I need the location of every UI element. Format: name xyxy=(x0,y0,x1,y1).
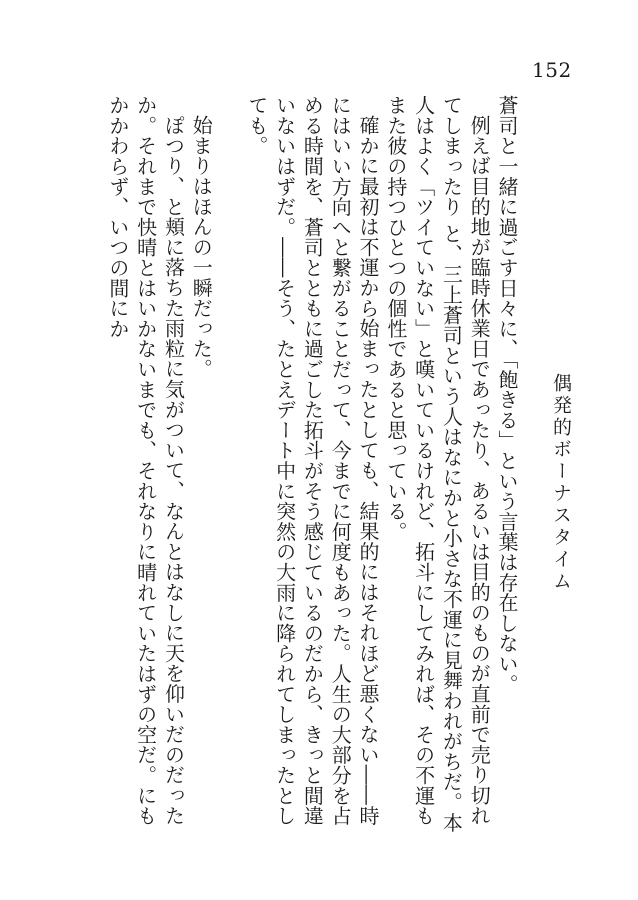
running-head: 偶発的ボーナスタイム xyxy=(550,373,572,593)
paragraph-2: 例えば目的地が臨時休業日であったり、あるいは目的のものが直前で売り切れてしまったり と、三上蒼司という人はなにかと小さな不運に見舞われがちだ。本人はよく「ツイていない」と嘆いているけれど、拓斗にしてみれば、その不運もまた彼の持つひとつの個性であると思っている。 xyxy=(383,95,492,833)
paragraph-break xyxy=(214,95,242,843)
page-number: 152 xyxy=(532,58,572,82)
paragraph-1: 蒼司と一緒に過ごす日々に、「飽きる」という言葉は存在しない。 xyxy=(495,95,519,694)
paragraph-5: ぽつり、と頬に落ちた雨粒に気がついて、なんとはなしに天を仰いだのだったか。それまで快晴とはいかないまでも、それなりに晴れていたはずの空だ。にもかかわらず、いつの間にか xyxy=(105,95,186,826)
paragraph-3: 確かに最初は不運から始まったとしても、結果的にはそれほど悪くない――時にはいい方向へと繋がることだって、今までに何度もあった。人生の大部分を占める時間を、蒼司とともに過ごした拓斗がそう感じているのだから、きっと間違いないはずだ。――そう、たとえデート中に突然の大雨に降られてしまったとしても。 xyxy=(244,95,381,826)
paragraph-4: 始まりはほんの一瞬だった。 xyxy=(189,115,214,379)
body-text xyxy=(105,95,520,843)
